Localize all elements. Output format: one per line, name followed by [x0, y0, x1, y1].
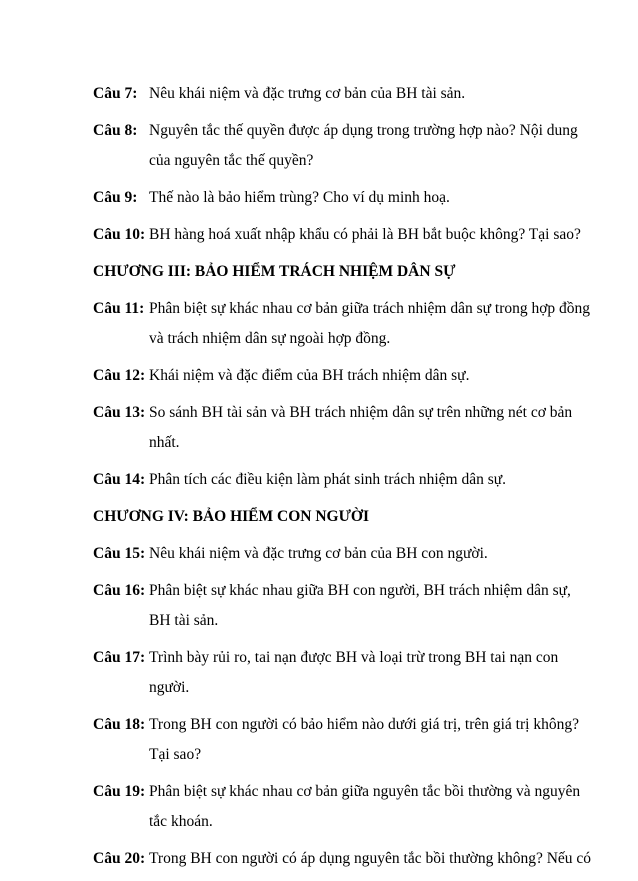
question-text: Nguyên tắc thế quyền được áp dụng trong trường hợp nào? Nội dung của nguyên tắc thế quyền? [149, 122, 578, 169]
question-number: Câu 16: [93, 582, 146, 599]
question-10 [93, 220, 593, 250]
question-text: Nêu khái niệm và đặc trưng cơ bản của BH tài sản. [149, 85, 466, 102]
question-number: Câu 9: [93, 189, 138, 206]
question-19 [93, 777, 593, 837]
question-7 [93, 79, 593, 109]
question-12 [93, 361, 593, 391]
question-number: Câu 14: [93, 471, 146, 488]
chapter-3-heading: CHƯƠNG III: BẢO HIỂM TRÁCH NHIỆM DÂN SỰ [93, 263, 456, 280]
question-number: Câu 12: [93, 367, 146, 384]
question-20 [93, 844, 593, 874]
question-number: Câu 18: [93, 716, 146, 733]
question-list [93, 79, 593, 881]
question-text: Khái niệm và đặc điểm của BH trách nhiệm dân sự. [149, 367, 470, 384]
question-text: Phân biệt sự khác nhau cơ bản giữa trách nhiệm dân sự trong hợp đồng và trách nhiệm dân sự ngoài hợp đồng. [149, 300, 591, 347]
question-17 [93, 643, 593, 703]
question-text: Nêu khái niệm và đặc trưng cơ bản của BH con người. [149, 545, 488, 562]
question-number: Câu 11: [93, 300, 145, 317]
question-15 [93, 539, 593, 569]
question-number: Câu 20: [93, 850, 146, 867]
question-text: So sánh BH tài sản và BH trách nhiệm dân sự trên những nét cơ bản nhất. [149, 404, 573, 451]
question-text: Trình bày rủi ro, tai nạn được BH và loại trừ trong BH tai nạn con người. [149, 649, 559, 696]
question-number: Câu 13: [93, 404, 146, 421]
question-8 [93, 116, 593, 176]
question-13 [93, 398, 593, 458]
question-number: Câu 7: [93, 85, 138, 102]
question-text: Phân biệt sự khác nhau cơ bản giữa nguyên tắc bồi thường và nguyên tắc khoán. [149, 783, 581, 830]
question-text: Thế nào là bảo hiểm trùng? Cho ví dụ minh hoạ. [149, 189, 450, 206]
question-text: BH hàng hoá xuất nhập khẩu có phải là BH bắt buộc không? Tại sao? [149, 226, 581, 243]
chapter-4-heading: CHƯƠNG IV: BẢO HIỂM CON NGƯỜI [93, 508, 369, 525]
question-number: Câu 15: [93, 545, 146, 562]
question-11 [93, 294, 593, 354]
question-number: Câu 8: [93, 122, 138, 139]
question-16 [93, 576, 593, 636]
question-14 [93, 465, 593, 495]
question-number: Câu 19: [93, 783, 146, 800]
question-text: Trong BH con người có áp dụng nguyên tắc bồi thường không? Nếu có [149, 850, 592, 867]
question-number: Câu 10: [93, 226, 146, 243]
question-text: Phân biệt sự khác nhau giữa BH con người, BH trách nhiệm dân sự, BH tài sản. [149, 582, 571, 629]
question-text: Phân tích các điều kiện làm phát sinh trách nhiệm dân sự. [149, 471, 507, 488]
question-number: Câu 17: [93, 649, 146, 666]
question-9 [93, 183, 593, 213]
question-18 [93, 710, 593, 770]
question-text: Trong BH con người có bảo hiểm nào dưới giá trị, trên giá trị không? Tại sao? [149, 716, 579, 763]
